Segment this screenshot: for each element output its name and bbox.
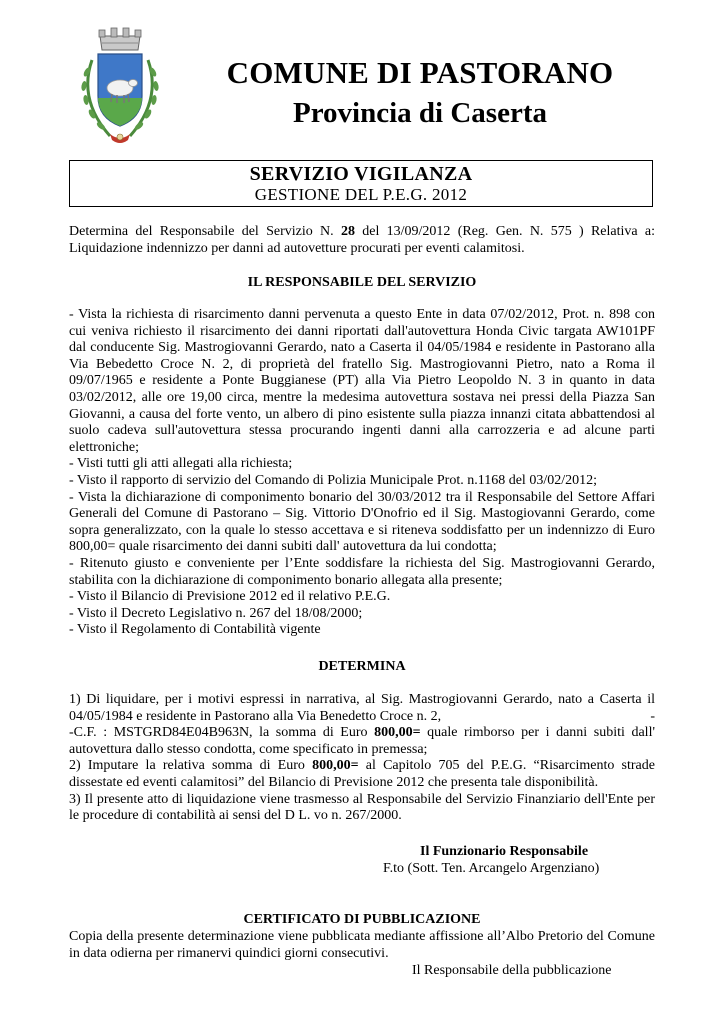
municipal-crest-emblem xyxy=(70,20,170,150)
premise-item: - Ritenuto giusto e conveniente per l’Ente soddisfare la richiesta del Sig. Mastrogiovanni Gerardo, stabilita con la dichiarazione di componimento bonario allegata alla presente; xyxy=(69,555,655,588)
premise-item: - Visti tutti gli atti allegati alla richiesta; xyxy=(69,456,293,472)
premise-item: - Visto il Decreto Legislativo n. 267 del 18/08/2000; xyxy=(69,605,363,621)
service-subtitle: GESTIONE DEL P.E.G. 2012 xyxy=(254,185,468,204)
responsabile-heading: IL RESPONSABILE DEL SERVIZIO xyxy=(247,275,477,290)
premise-item: - Vista la richiesta di risarcimento danni pervenuta a questo Ente in data 07/02/2012, Prot. n. 898 con cui veniva richiesto il risarcimento dei danni riportati dall'autovettura Honda Civic targata AW101PF dal conducente Sig. Mastrogiovanni Gerardo, nato a Caserta il 04/05/1984 e residente in Pastorano alla Via Bebedetto Croce N. 2, di proprietà del fratello Sig. Mastrogiovanni Pietro, nato a Roma il 09/07/1965 e residente a Ponte Buggianese (PT) alla Via Pietro Leopoldo N. 3 in quanto in data 03/02/2012, alle ore 19,00 circa, mentre la medesima autovettura sostava nei pressi della Piazza San Giovanni, a causa del forte vento, un albero di pino esistente sulla piazza innanzi citata abbattendosi al suolo cadeva sull'autovettura stessa procurando ingenti danni alla carrozzeria e ad alcune parti elettroniche; xyxy=(69,307,655,455)
decision-2 xyxy=(69,758,655,791)
decision-1-text: 1) Di liquidare, per i motivi espressi in narrativa, al Sig. Mastrogiovanni Gerardo, nato a Caserta il 04/05/1984 e residente in Pastorano alla Via Benedetto Croce n. 2, xyxy=(69,692,655,724)
premise-item: - Visto il Regolamento di Contabilità vigente xyxy=(69,622,321,638)
determination-intro xyxy=(69,224,655,257)
decision-1-cf xyxy=(69,725,655,758)
signature-name: F.to (Sott. Ten. Arcangelo Argenziano) xyxy=(383,861,600,876)
decision-1-cf-text: -C.F. : MSTGRD84E04B963N, la somma di Euro xyxy=(69,725,375,741)
decision-1-amount: 800,00= xyxy=(374,725,421,741)
certificate-body: Copia della presente determinazione viene pubblicata mediante affissione all’Albo Pretorio del Comune in data odierna per rimanervi quindici giorni consecutivi. xyxy=(69,929,655,961)
decision-1-dash: - xyxy=(650,708,655,724)
decisions-section xyxy=(69,692,655,825)
municipality-title: COMUNE DI PASTORANO xyxy=(226,55,614,90)
premise-item: - Visto il Bilancio di Previsione 2012 ed il relativo P.E.G. xyxy=(69,589,391,605)
determina-heading: DETERMINA xyxy=(318,659,406,674)
publication-signer: Il Responsabile della pubblicazione xyxy=(412,963,612,978)
decision-2-rest: al Capitolo 705 del P.E.G. “Risarcimento strade dissestate ed eventi calamitosi” del Bilancio di Previsione 2012 che presenta tale disponibilità. xyxy=(69,758,655,790)
decision-1 xyxy=(69,692,655,725)
certificate-heading: CERTIFICATO DI PUBBLICAZIONE xyxy=(243,912,481,927)
service-title: SERVIZIO VIGILANZA xyxy=(249,163,473,185)
service-header-box xyxy=(69,160,653,207)
premise-item: - Visto il rapporto di servizio del Comando di Polizia Municipale Prot. n.1168 del 03/02/2012; xyxy=(69,472,597,488)
province-subtitle: Provincia di Caserta xyxy=(293,97,547,129)
premises-section xyxy=(69,307,655,639)
determination-number: 28 xyxy=(340,224,355,239)
intro-rest: del 13/09/2012 (Reg. Gen. N. 575 ) Relativa a: Liquidazione indennizzo per danni ad autovetture procurati per eventi calamitosi. xyxy=(69,224,655,256)
decision-2-text: 2) Imputare la relativa somma di Euro xyxy=(69,758,313,774)
signature-title: Il Funzionario Responsabile xyxy=(420,844,589,859)
intro-prefix: Determina del Responsabile del Servizio N. xyxy=(69,224,341,239)
decision-2-amount: 800,00= xyxy=(312,758,359,774)
decision-3: 3) Il presente atto di liquidazione viene trasmesso al Responsabile del Servizio Finanziario dell'Ente per le procedure di contabilità ai sensi del D L. vo n. 267/2000. xyxy=(69,791,655,824)
decision-1-rest: quale rimborso per i danni subiti dall' autovettura dallo stesso condotta, come specificato in premessa; xyxy=(69,725,655,757)
premise-item: - Vista la dichiarazione di componimento bonario del 30/03/2012 tra il Responsabile del Settore Affari Generali del Comune di Pastorano – Sig. Vittorio D'Onofrio ed il Sig. Mastogiovanni Gerardo, come sopra generalizzato, con la quale lo stesso accettava e si riteneva soddisfatto per un indennizzo di Euro 800,00= quale risarcimento dei danni subiti dall' autovettura da lui condotta; xyxy=(69,489,655,555)
